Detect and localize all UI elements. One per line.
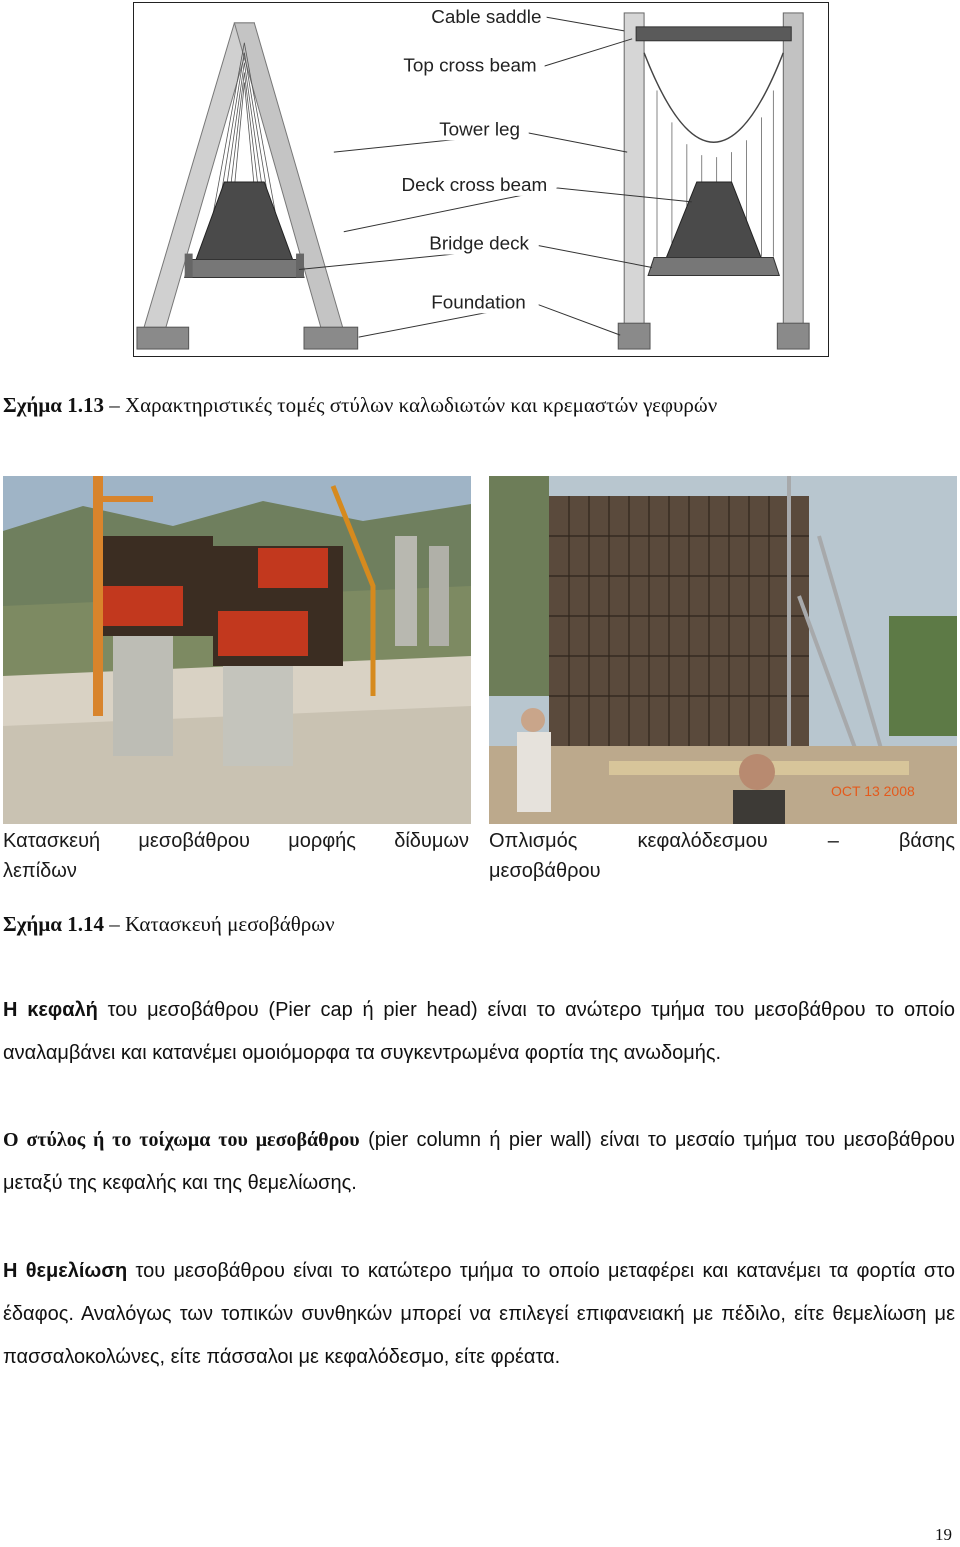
paragraph-pier-cap-text: του μεσοβάθρου (Pier cap ή pier head) είναι το ανώτερο τμήμα του μεσοβάθρου το οποίο αναλαμβάνει και κατανέμει ομοιόμορφα τα συγκεντρωμένα φορτία της ανωδομής. [3, 999, 955, 1064]
figure-113-label: Σχήμα 1.13 [3, 393, 104, 417]
tower-sections-diagram [134, 3, 828, 356]
label-top-cross-beam: Top cross beam [403, 55, 537, 77]
figure-114-label: Σχήμα 1.14 [3, 912, 104, 936]
label-deck-cross-beam: Deck cross beam [401, 174, 548, 196]
h-frame-tower [618, 13, 809, 349]
label-bridge-deck: Bridge deck [429, 233, 529, 255]
right-caption-word: – [827, 830, 839, 852]
right-caption-word: Οπλισμός [489, 830, 578, 852]
right-caption-word: κεφαλόδεσμου [637, 830, 768, 852]
right-photo-caption [489, 826, 955, 886]
page-number: 19 [935, 1525, 952, 1544]
a-frame-tower [137, 23, 358, 349]
figure-114-text: – Κατασκευή μεσοβάθρων [109, 912, 335, 936]
paragraph-foundation-text: του μεσοβάθρου είναι το κατώτερο τμήμα το οποίο μεταφέρει και κατανέμει τα φορτία στο έδαφος. Αναλόγως των τοπικών συνθηκών μπορεί να επιλεγεί επιφανειακή με πέδιλο, είτε θεμελίωση με πασσαλοκολώνες, είτε πάσσαλοι με κεφαλόδεσμο, είτε φρέατα. [3, 1260, 955, 1368]
left-caption-word: μεσοβάθρου [138, 830, 250, 852]
figure-tower-sections [133, 2, 829, 357]
paragraph-pier-cap [3, 989, 955, 1075]
left-caption-word: Κατασκευή [3, 830, 101, 852]
left-caption-line2: λεπίδων [3, 860, 77, 882]
left-caption-word: μορφής [288, 830, 356, 852]
term-foundation: Η θεμελίωση [3, 1260, 128, 1282]
figure-113-caption [3, 392, 717, 418]
paragraph-foundation [3, 1250, 955, 1379]
term-pier-column: Ο στύλος ή το τοίχωμα του μεσοβάθρου [3, 1129, 360, 1151]
left-photo-caption [3, 826, 469, 886]
left-caption-word: δίδυμων [394, 830, 469, 852]
right-caption-line2: μεσοβάθρου [489, 860, 601, 882]
photo-twin-pier-construction [3, 476, 471, 824]
diagram-labels [399, 6, 556, 313]
label-tower-leg: Tower leg [439, 119, 521, 141]
paragraph-pier-column-text: (pier column ή pier wall) είναι το μεσαίο τμήμα του μεσοβάθρου μεταξύ της κεφαλής και της θεμελίωσης. [3, 1129, 955, 1194]
figure-114-caption [3, 911, 335, 937]
label-cable-saddle: Cable saddle [431, 6, 542, 28]
photo-pier-cap-reinforcement [489, 476, 957, 824]
figure-113-text: – Χαρακτηριστικές τομές στύλων καλωδιωτών και κρεμαστών γεφυρών [109, 393, 718, 417]
photo-date-stamp: OCT 13 2008 [831, 783, 915, 799]
label-foundation: Foundation [431, 292, 526, 314]
right-caption-word: βάσης [898, 830, 955, 852]
paragraph-pier-column [3, 1119, 955, 1205]
term-pier-cap: Η κεφαλή [3, 999, 98, 1021]
